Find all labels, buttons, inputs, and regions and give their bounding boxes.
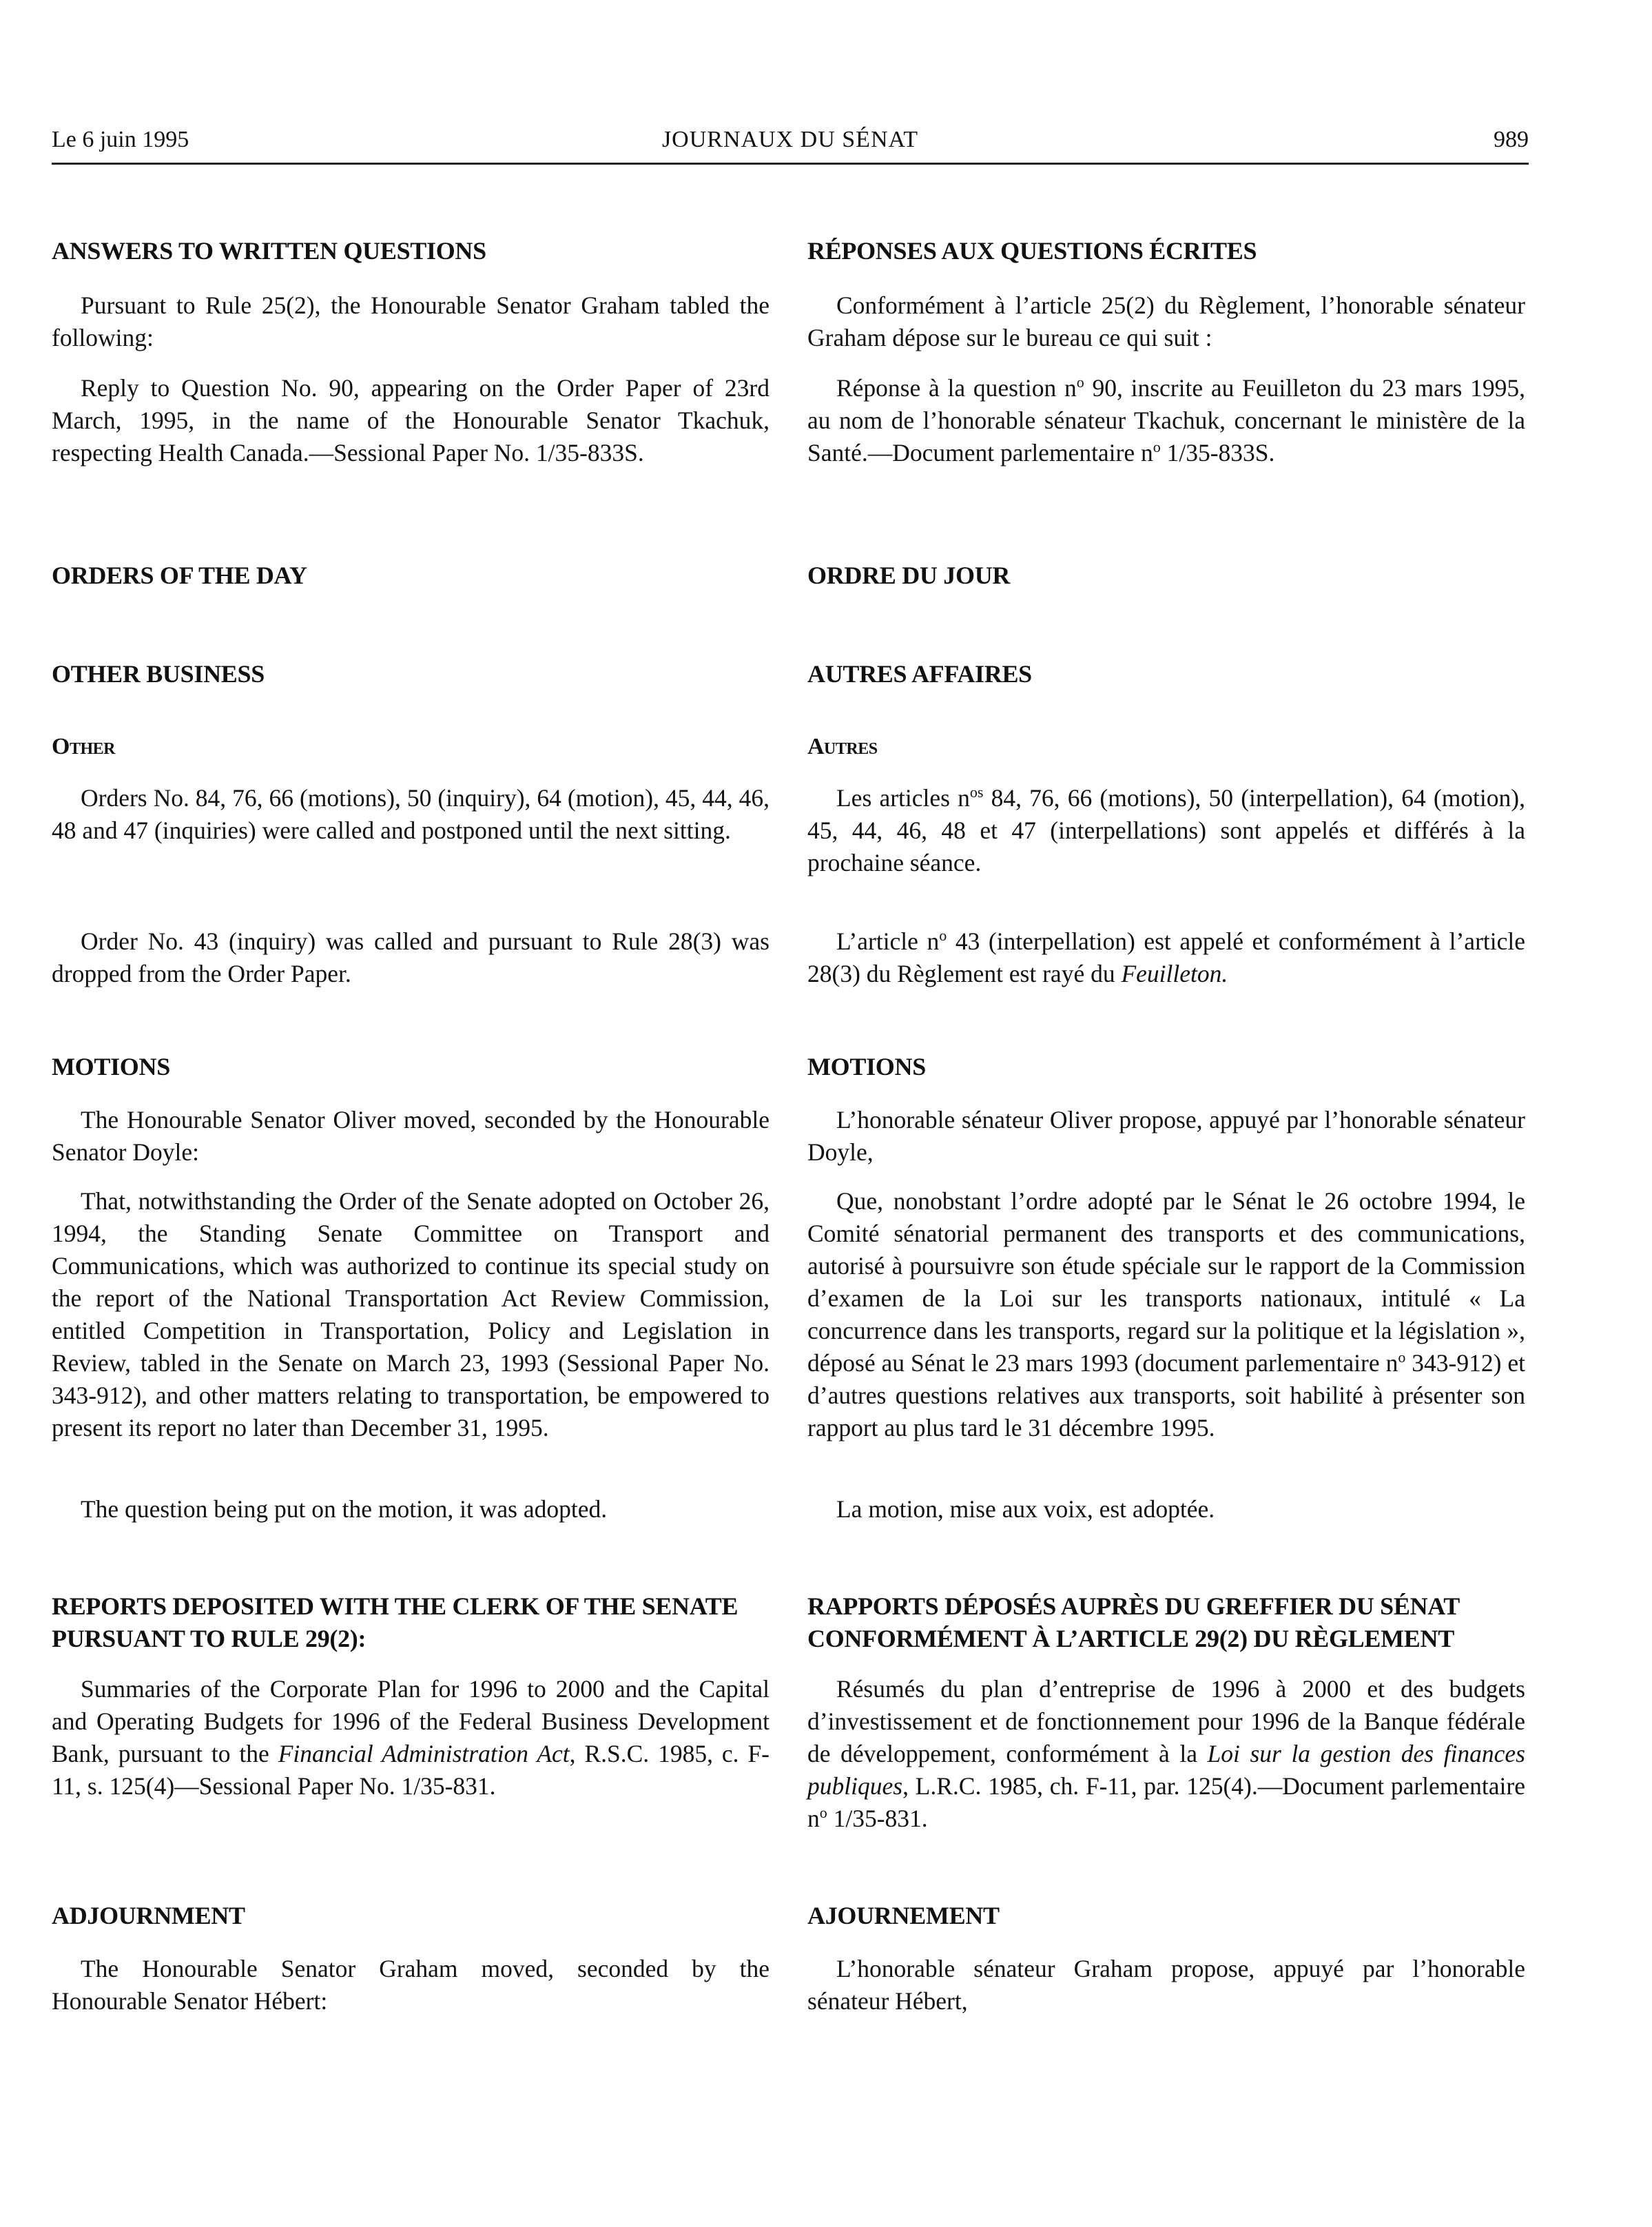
en-other-orders-paragraph: Orders No. 84, 76, 66 (motions), 50 (inquiry), 64 (motion), 45, 44, 46, 48 and 47 (inquiries) were called and postponed until the next sitting.: [52, 784, 770, 844]
en-orders-heading: ORDERS OF THE DAY: [52, 562, 307, 589]
journal-title: JOURNAUX DU SÉNAT: [661, 127, 919, 152]
fr-motions-heading: MOTIONS: [807, 1053, 926, 1080]
fr-reports-heading: RAPPORTS DÉPOSÉS AUPRÈS DU GREFFIER DU SÉNAT CONFORMÉMENT À L’ARTICLE 29(2) DU RÈGLEMENT: [807, 1592, 1460, 1652]
fr-other-business-heading: AUTRES AFFAIRES: [807, 660, 1032, 688]
fr-answers-intro: Conformément à l’article 25(2) du Règlement, l’honorable sénateur Graham dépose sur le bureau ce qui suit :: [807, 291, 1525, 351]
fr-orders-heading: ORDRE DU JOUR: [807, 562, 1011, 589]
fr-adjournment-paragraph: L’honorable sénateur Graham propose, appuyé par l’honorable sénateur Hébert,: [807, 1955, 1525, 2015]
header-rule: [52, 163, 1529, 165]
en-motion-text: That, notwithstanding the Order of the Senate adopted on October 26, 1994, the Standing Senate Committee on Transport and Communications, which was authorized to continue its special study on the report of the National Transportation Act Review Commission, entitled Competition in Transportation, Policy and Legislation in Review, tabled in the Senate on March 23, 1993 (Sessional Paper No. 343-912), and other matters relating to transportation, be empowered to present its report no later than December 31, 1995.: [52, 1187, 770, 1441]
fr-motion-text: Que, nonobstant l’ordre adopté par le Sénat le 26 octobre 1994, le Comité sénatorial permanent des transports et des communications, autorisé à poursuivre son étude spéciale sur le rapport de la Commission d’examen de la Loi sur les transports nationaux, intitulé « La concurrence dans les transports, regard sur la politique et la législation », déposé au Sénat le 23 mars 1993 (document parlementaire $n^o$ 343-912) et d’autres questions relatives aux transports, soit habilité à présenter son rapport au plus tard le 31 décembre 1995.: [807, 1187, 1525, 1441]
header-date: Le 6 juin 1995: [52, 127, 189, 152]
fr-reports-paragraph: Résumés du plan d’entreprise de 1996 à 2000 et des budgets d’investissement et de fonctionnement pour 1996 de la Banque fédérale de développement, conformément à la Loi sur la gestion des finances publiques, L.R.C. 1985, ch. F-11, par. 125(4).—Document parlementaire $n^o$ 1/35-831.: [807, 1675, 1525, 1832]
en-answers-intro: Pursuant to Rule 25(2), the Honourable Senator Graham tabled the following:: [52, 291, 770, 351]
en-order-43-paragraph: Order No. 43 (inquiry) was called and pursuant to Rule 28(3) was dropped from the Order Paper.: [52, 927, 770, 987]
en-motion-adopted: The question being put on the motion, it was adopted.: [81, 1495, 608, 1523]
en-motions-heading: MOTIONS: [52, 1053, 170, 1080]
en-answers-reply: Reply to Question No. 90, appearing on the Order Paper of 23rd March, 1995, in the name of the Honourable Senator Tkachuk, respecting Health Canada.—Sessional Paper No. 1/35-833S.: [52, 374, 770, 466]
fr-other-orders-paragraph: Les articles $n^{os}$ 84, 76, 66 (motions), 50 (interpellation), 64 (motion), 45, 44, 46, 48 et 47 (interpellations) sont appelés et différés à la prochaine séance.: [807, 783, 1525, 876]
fr-answers-heading: RÉPONSES AUX QUESTIONS ÉCRITES: [807, 237, 1257, 265]
fr-motion-mover: L’honorable sénateur Oliver propose, appuyé par l’honorable sénateur Doyle,: [807, 1106, 1525, 1166]
en-reports-heading: REPORTS DEPOSITED WITH THE CLERK OF THE SENATE PURSUANT TO RULE 29(2):: [52, 1592, 739, 1652]
en-answers-heading: ANSWERS TO WRITTEN QUESTIONS: [52, 237, 486, 265]
running-head: [52, 127, 1529, 157]
en-other-subheading: Other: [52, 734, 115, 759]
fr-adjournment-heading: AJOURNEMENT: [807, 1902, 1000, 1929]
en-reports-paragraph: Summaries of the Corporate Plan for 1996 to 2000 and the Capital and Operating Budgets for 1996 of the Federal Business Development Bank, pursuant to the Financial Administration Act, R.S.C. 1985, c. F-11, s. 125(4)—Sessional Paper No. 1/35-831.: [52, 1675, 770, 1800]
en-other-business-heading: OTHER BUSINESS: [52, 660, 265, 688]
fr-order-43-paragraph: L’article $n^o$ 43 (interpellation) est appelé et conformément à l’article 28(3) du Règlement est rayé du Feuilleton.: [807, 927, 1525, 987]
en-motion-mover: The Honourable Senator Oliver moved, seconded by the Honourable Senator Doyle:: [52, 1106, 770, 1166]
en-adjournment-paragraph: The Honourable Senator Graham moved, seconded by the Honourable Senator Hébert:: [52, 1955, 770, 2015]
page-number: 989: [1494, 127, 1529, 152]
fr-other-subheading: Autres: [807, 734, 878, 759]
en-adjournment-heading: ADJOURNMENT: [52, 1902, 245, 1929]
fr-answers-reply: Réponse à la question $n^o$ 90, inscrite au Feuilleton du 23 mars 1995, au nom de l’honorable sénateur Tkachuk, concernant le ministère de la Santé.—Document parlementaire $n^o$ 1/35-833S.: [807, 373, 1525, 466]
fr-motion-adopted: La motion, mise aux voix, est adoptée.: [836, 1495, 1215, 1523]
